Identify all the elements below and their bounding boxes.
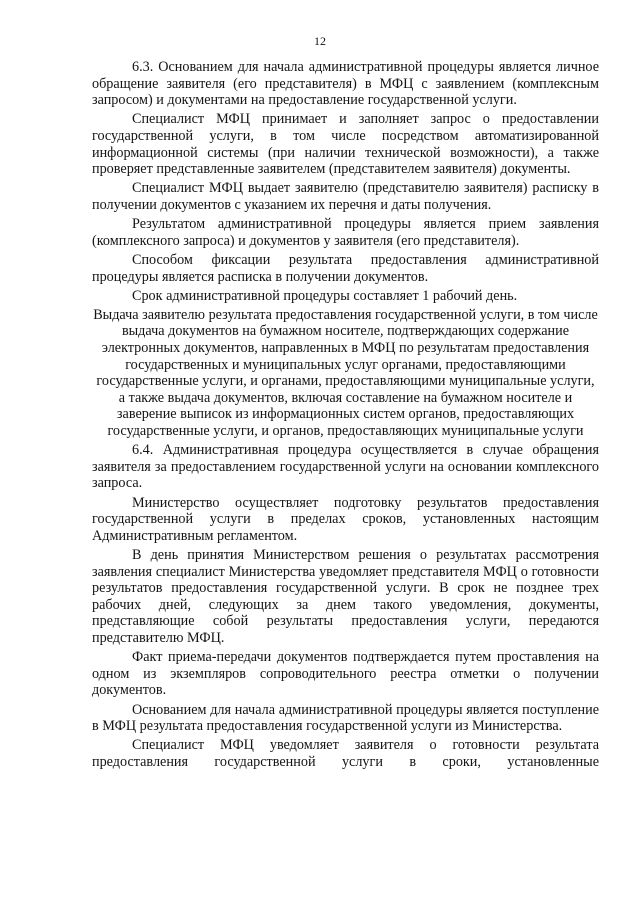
- paragraph-procedure-result: Результатом административной процедуры является прием заявления (комплексного запроса) и документов у заявителя (его представителя).: [92, 216, 599, 249]
- paragraph-notify-applicant: Специалист МФЦ уведомляет заявителя о готовности результата предоставления государственной услуги в сроки, установленные: [92, 737, 599, 770]
- paragraph-ministry-preparation: Министерство осуществляет подготовку результатов предоставления государственной услуги в пределах сроков, установленных настоящим Административным регламентом.: [92, 494, 599, 544]
- paragraph-issue-receipt: Специалист МФЦ выдает заявителю (представителю заявителя) расписку в получении документов с указанием их перечня и даты получения.: [92, 180, 599, 213]
- paragraph-procedure-term: Срок административной процедуры составляет 1 рабочий день.: [132, 287, 518, 304]
- section-heading-result-issuance: Выдача заявителю результата предоставления государственной услуги, в том числе выдача документов на бумажном носителе, подтверждающих содержание электронных документов, направленных в МФЦ по результатам предоставления государственных и муниципальных услуг органами, предоставляющими государственные услуги, и органами, предоставляющими муниципальные услуги, а также выдача документов, включая составление на бумажном носителе и заверение выписок из информационных систем органов, предоставляющих государственные услуги, и органов, предоставляющих муниципальные услуги: [93, 306, 598, 440]
- document-body: [92, 59, 599, 770]
- paragraph-accept-request: Специалист МФЦ принимает и заполняет запрос о предоставлении государственной услуги, в том числе посредством автоматизированной информационной системы (при наличии технической возможности), а также проверяет представленные заявителем (представителем заявителя) документы.: [92, 111, 599, 178]
- paragraph-decision-day: В день принятия Министерством решения о результатах рассмотрения заявления специалист Министерства уведомляет представителя МФЦ о готовности результатов предоставления государственной услуги. В срок не позднее трех рабочих дней, следующих за днем такого уведомления, документы, представляющие собой результаты предоставления услуги, передаются представителю МФЦ.: [92, 546, 599, 646]
- paragraph-6-3: 6.3. Основанием для начала административной процедуры является личное обращение заявителя (его представителя) в МФЦ с заявлением (комплексным запросом) и документами на предоставление государственной услуги.: [92, 59, 599, 109]
- paragraph-fixation-method: Способом фиксации результата предоставления административной процедуры является расписка в получении документов.: [92, 251, 599, 285]
- paragraph-transfer-fact: Факт приема-передачи документов подтверждается путем проставления на одном из экземпляров сопроводительного реестра отметки о получении документов.: [92, 649, 599, 699]
- paragraph-6-4: 6.4. Административная процедура осуществляется в случае обращения заявителя за предоставлением государственной услуги на основании комплексного запроса.: [92, 442, 599, 492]
- page-number: 12: [314, 34, 326, 48]
- paragraph-procedure-basis: Основанием для начала административной процедуры является поступление в МФЦ результата предоставления государственной услуги из Министерства.: [92, 701, 599, 735]
